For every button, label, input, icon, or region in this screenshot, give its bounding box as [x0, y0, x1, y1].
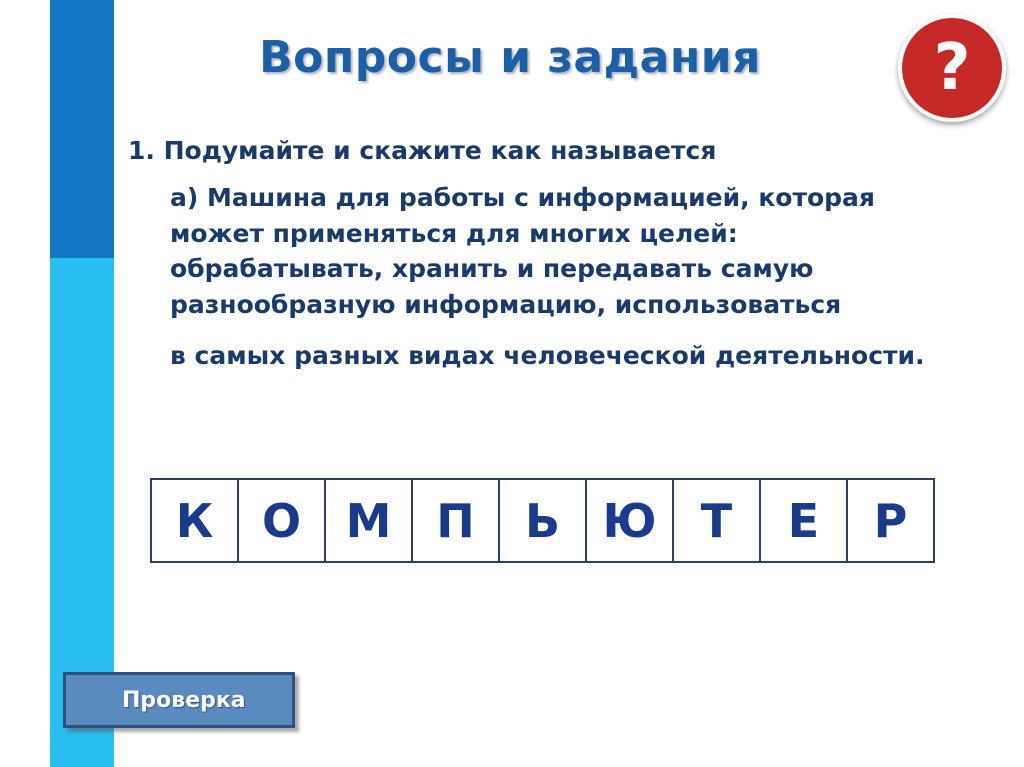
- letter-cell: П: [411, 478, 500, 563]
- letter-cell: Ь: [498, 478, 587, 563]
- letter-cell: Е: [759, 478, 848, 563]
- letter-cell: Т: [672, 478, 761, 563]
- answer-paragraph: а) Машина для работы с информацией, которая может применяться для многих целей: обрабатывать, хранить и передавать самую разнообразную информацию, использоваться: [170, 183, 875, 319]
- letter-cell: К: [150, 478, 239, 563]
- answer-letter-boxes: [150, 478, 933, 563]
- page-title: Вопросы и задания: [259, 32, 761, 83]
- sidebar-accent-dark: [50, 0, 114, 258]
- letter-cell: Ю: [585, 478, 674, 563]
- letter-cell: О: [237, 478, 326, 563]
- letter-cell: Р: [846, 478, 935, 563]
- content-area: [128, 135, 958, 374]
- letter-cell: М: [324, 478, 413, 563]
- question-mark-icon: ?: [898, 14, 1006, 122]
- check-button[interactable]: [63, 672, 295, 728]
- check-button-label: Проверка: [122, 687, 246, 713]
- question-line: 1. Подумайте и скажите как называется: [128, 136, 717, 165]
- answer-paragraph-last: в самых разных видах человеческой деятельности.: [170, 341, 925, 371]
